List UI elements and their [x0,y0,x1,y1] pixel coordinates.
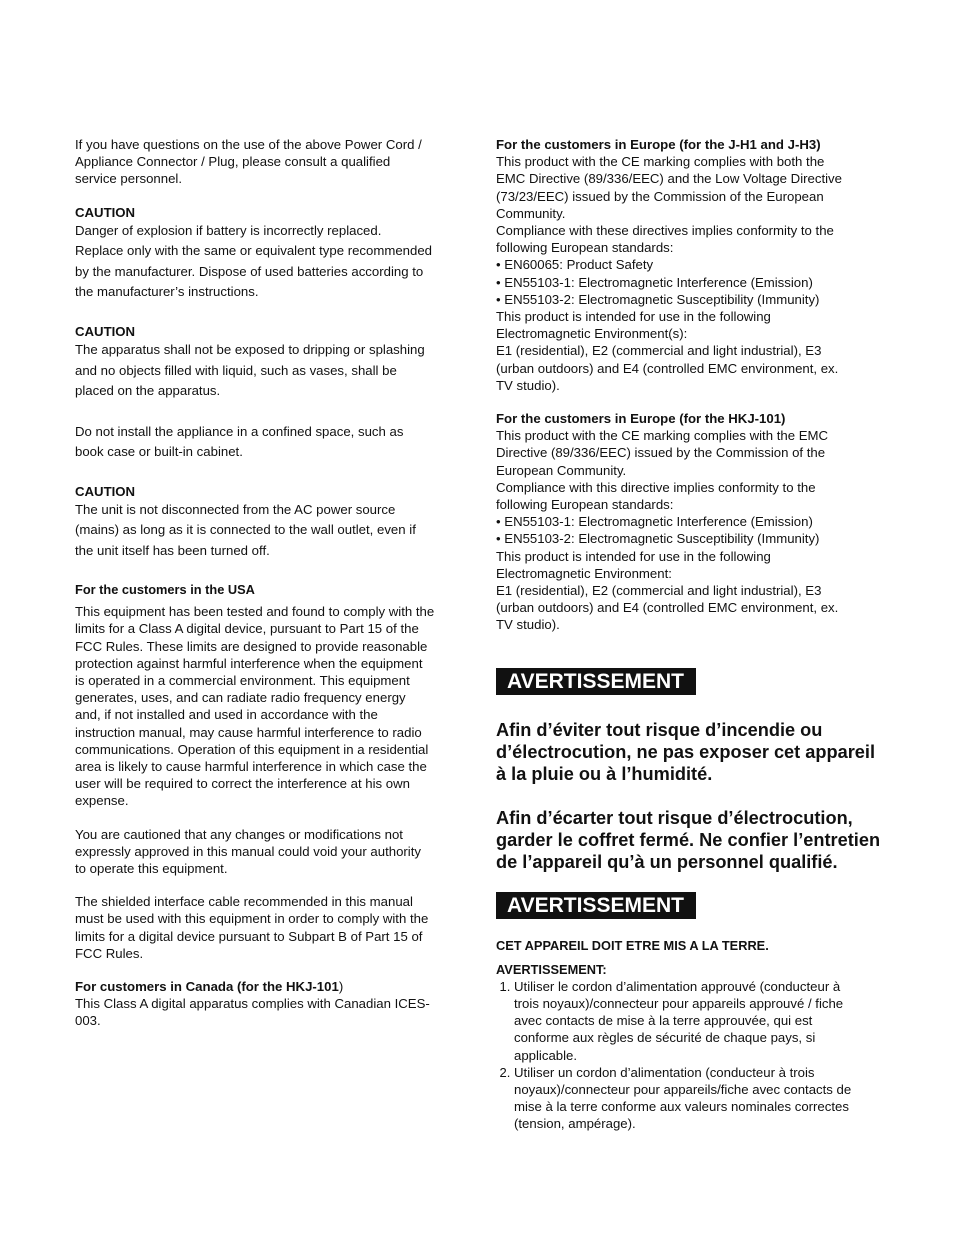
avertissement-subtitle: AVERTISSEMENT: [496,961,607,977]
caution-heading: CAUTION [75,204,136,220]
avertissement-banner: AVERTISSEMENT [496,668,696,695]
enclosure-warning: Afin d’écarter tout risque d’électrocution, garder le coffret fermé. Ne confier l’entretien de l’appareil qu’à un personnel qualifié. [496,807,881,872]
canada-heading: For customers in Canada (for the HKJ-101) [75,979,344,995]
battery-caution-text: Danger of explosion if battery is incorrectly replaced. Replace only with the same or equivalent type recommended by the manufacturer. Dispose of used batteries according to the manufacturer’s instructions. [75,222,432,300]
right-column [496,136,881,1133]
avertissement-banner: AVERTISSEMENT [496,892,696,919]
europe-hkj-heading: For the customers in Europe (for the HKJ-101) [496,411,786,427]
confined-space-notice: Do not install the appliance in a confined space, such as book case or built-in cabinet. [75,423,404,460]
caution-heading: CAUTION [75,483,136,499]
shielded-cable-text: The shielded interface cable recommended in this manual must be used with this equipment in order to comply with the limits for a digital device pursuant to Subpart B of Part 15 of FCC Rules. [75,894,429,961]
modification-warning-text: You are cautioned that any changes or modifications not expressly approved in this manual could void your authority to operate this equipment. [75,826,421,877]
list-item: 1. Utiliser le cordon d’alimentation approuvé (conducteur à trois noyaux)/connecteur pour appareils approuvé / fiche avec contacts de mise à la terre approuvée, qui est conforme aux règles de sécurité de chaque pays, si applicable. [514,978,881,1064]
list-item: 2. Utiliser un cordon d’alimentation (conducteur à trois noyaux)/connecteur pour appareils/fiche avec contacts de mise à la terre conforme aux valeurs nominales correctes (tension, ampérage). [514,1064,881,1133]
caution-heading: CAUTION [75,323,136,339]
power-disconnect-caution-text: The unit is not disconnected from the AC power source (mains) as long as it is connected to the wall outlet, even if the unit itself has been turned off. [75,501,416,558]
fcc-compliance-text: This equipment has been tested and found to comply with the limits for a Class A digital device, pursuant to Part 15 of the FCC Rules. These limits are designed to provide reasonable protection against harmful interference when the equipment is operated in a commercial environment. This equipment generates, uses, and can radiate radio frequency energy and, if not installed and used in accordance with the instruction manual, may cause harmful interference to radio communications. Operation of this equipment in a residential area is likely to cause harmful interference in which case the user will be required to correct the interference at his own expense. [75,604,435,809]
europe-jh-heading: For the customers in Europe (for the J-H1 and J-H3) [496,137,821,152]
europe-hkj-text: This product with the CE marking complies with the EMC Directive (89/336/EEC) issued by the Commission of the European Community. Compliance with this directive implies conformity to the following European standards: • EN55103-1: Electromagnetic Interference (Emission) • EN55103-2: Electromagnetic Susceptibility (Immunity) This product is intended for use in the following Electromagnetic Environment: E1 (residential), E2 (commercial and light industrial), E3 (urban outdoors) and E4 (controlled EMC environment, ex. TV studio). [496,428,839,633]
europe-jh-text: This product with the CE marking complies with both the EMC Directive (89/336/EEC) and the Low Voltage Directive (73/23/EEC) issued by the Commission of the European Community. Compliance with these directives implies conformity to the following European standards: • EN60065: Product Safety • EN55103-1: Electromagnetic Interference (Emission) • EN55103-2: Electromagnetic Susceptibility (Immunity) This product is intended for use in the following Electromagnetic Environment(s): E1 (residential), E2 (commercial and light industrial), E3 (urban outdoors) and E4 (controlled EMC environment, ex. TV studio). [496,154,842,393]
usa-heading: For the customers in the USA [75,582,255,598]
left-column [75,136,465,1030]
fire-shock-warning: Afin d’éviter tout risque d’incendie ou d’électrocution, ne pas exposer cet appareil à la pluie ou à l’humidité. [496,719,876,784]
grounding-instructions-list [496,978,881,1133]
canada-compliance-text: This Class A digital apparatus complies with Canadian ICES- 003. [75,996,430,1029]
liquid-caution-text: The apparatus shall not be exposed to dripping or splashing and no objects filled with liquid, such as vases, shall be placed on the apparatus. [75,342,425,399]
grounding-requirement: CET APPAREIL DOIT ETRE MIS A LA TERRE. [496,937,769,953]
power-cord-notice: If you have questions on the use of the above Power Cord / Appliance Connector / Plug, please consult a qualified service personnel. [75,137,422,187]
